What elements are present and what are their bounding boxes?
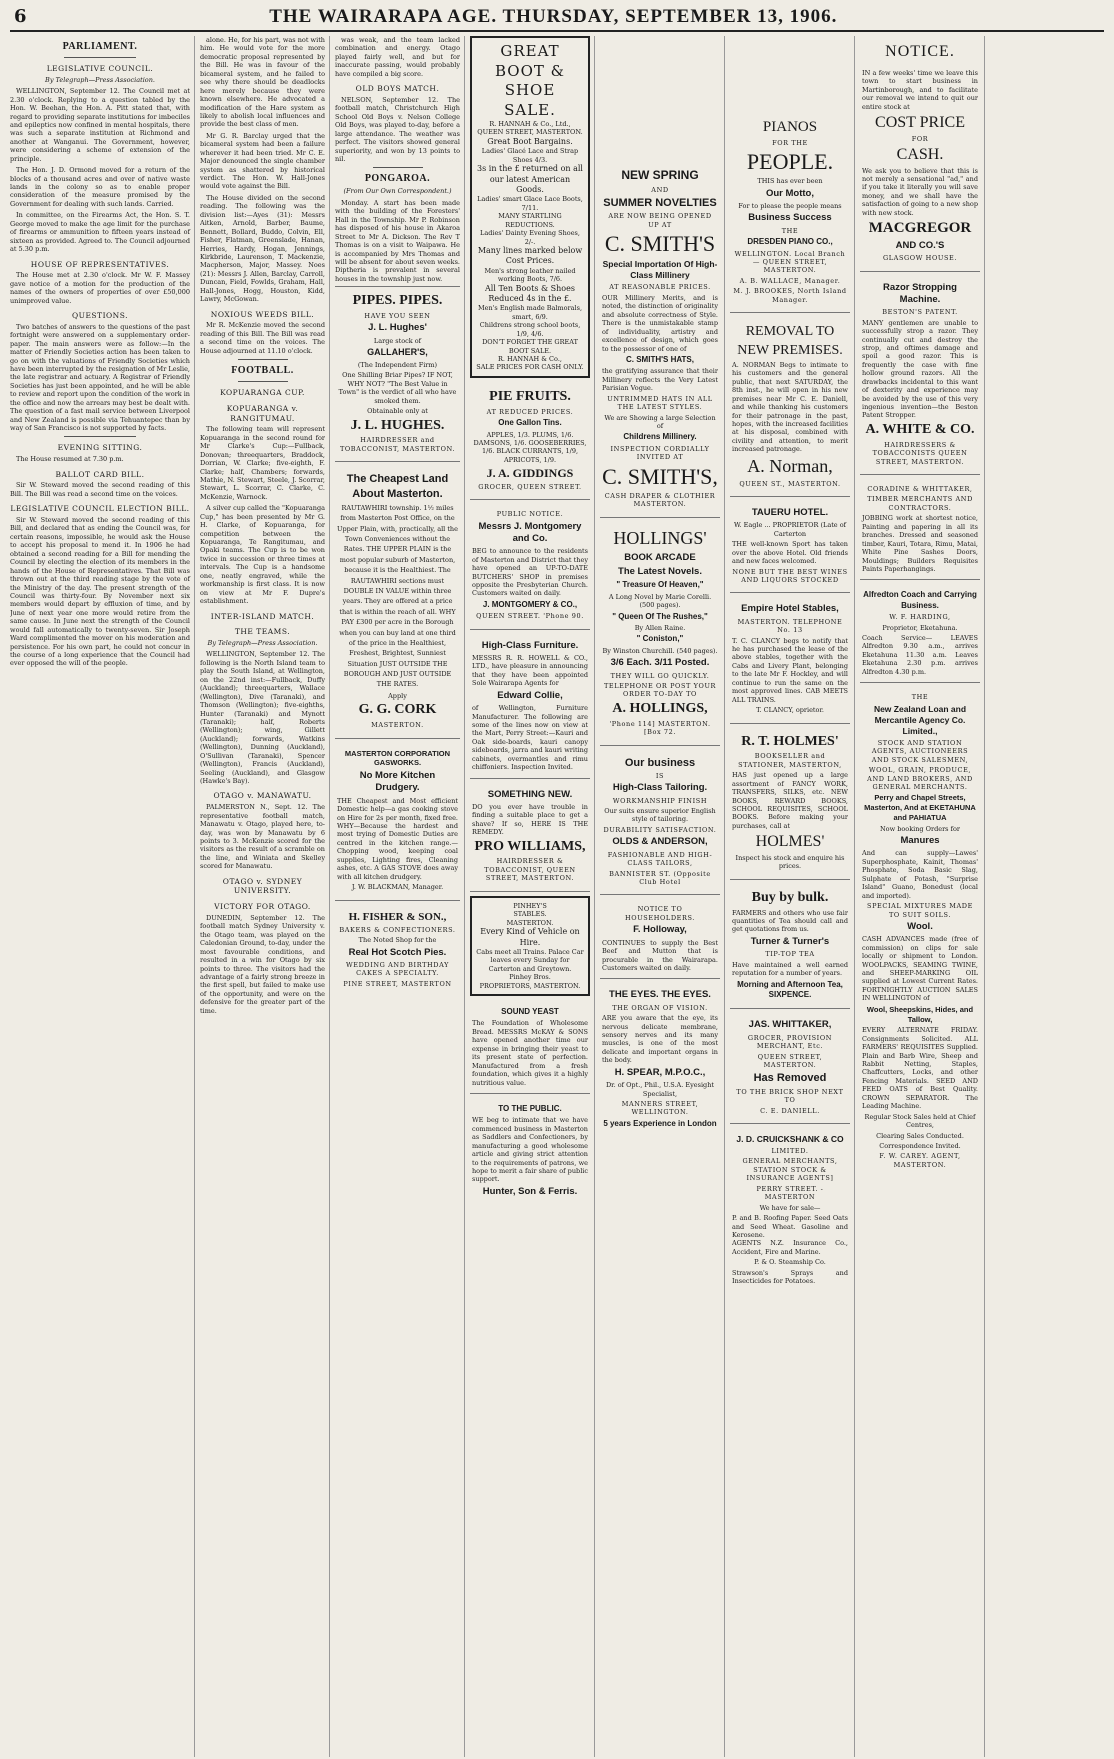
ad-boot-sale: GREAT BOOT & SHOE SALE. R. HANNAH & Co., Ltd., QUEEN STREET, MASTERTON. Great Boot Bargains. Ladies' Glacé Lace and Strap Shoes 4/3. 3s in the £ returned on all our latest American Goods. Ladies' smart Glace Lace Boots, 7/11. MANY STARTLING REDUCTIONS. Ladies' Dainty Evening Shoes, 2/-. Many lines marked below Cost Prices. Men's strong leather nailed working Boots, 7/6. All Ten Boots & Shoes Reduced 4s in the £. Men's English made Balmorals, smart, 6/9. Childrens strong school boots, 1/9, 4/6. DON'T FORGET THE GREAT BOOT SALE. R. HANNAH & Co., SALE PRICES FOR CASH ONLY. [470,36,590,378]
article-paragraph: A silver cup called the "Kopuaranga Cup," has been presented by Mr G. H. Clarke, of Kopuaranga, for competition between the Kopuaranga, Te Rangitumau, and Opaki teams. The Cup is to be won twice in succession or three times at intervals. The Cup is a handsome one, neatly engraved, while the workmanship is first class. It is now on view at Mr F. Dupre's establishment. [200,504,325,606]
ad-something-new: SOMETHING NEW. DO you ever have trouble in finding a suitable place to get a shave? If so, HERE IS THE REMEDY. PRO WILLIAMS, HAIRDRESSER & TOBACCONIST, QUEEN STREET, MASTERTON. [470,783,590,892]
ad-coradine: CORADINE & WHITTAKER, TIMBER MERCHANTS AND CONTRACTORS. JOBBING work at shortest notice, Painting and papering in all its branches. Dressed and seasoned timber, Kauri, Totara, Rimu, Matai, White Pine Sashes Doors, Mouldings; Builders Requisites Paints Paperhangings. [860,479,980,580]
article-paragraph: NELSON, September 12. The football match, Christchurch High School Old Boys v. Nelson College Old Boys, was played to-day, before a large attendance. The weather was perfect. The visitors showed general superiority, and won by 13 points to nil. [335,95,460,163]
byline: (From Our Own Correspondent.) [343,187,452,196]
column-parliament [10,36,195,1757]
ad-furniture: High-Class Furniture. MESSRS R. R. HOWELL & CO., LTD., have pleasure in announcing that they have been appointed Sole Wairarapa Agents for Edward Collie, of Wellington, Furniture Manufacturer. The following are some of the lines now on view at the Mart, Perry Street:—Kauri and Oak side-boards, kauri canopy sideboards, jarra and kauri writing cabinets, overmantles and rimu chiffoniers. Inspection Invited. [470,634,590,779]
ad-to-the-public: TO THE PUBLIC. WE beg to intimate that we have commenced business in Masterton as Saddlers and Confectioners, by manufacturing a good wholesome article and giving strict attention to the requirements of patrons, we hope to merit a fair share of public support. Hunter, Son & Ferris. [472,1103,588,1197]
ad-land: The Cheapest Land About Masterton. RAUTAWHIRI township. 1½ miles from Masterton Post Office, on the Upper Plain, with, practically, all the Town Conveniences without the Rates. THE UPPER PLAIN is the most popular suburb of Masterton, because it is the Healthiest. The RAUTAWHIRI sections must DOUBLE IN VALUE within three years. They are offered at a price that is within the reach of all. WHY PAY £300 per acre in the Borough when you can buy land at one third of the price in the Healthiest, Freshest, Brightest, Sunniest Situation JUST OUTSIDE THE BOROUGH AND JUST OUTSIDE THE RATES. Apply G. G. CORK MASTERTON. [335,466,460,738]
ad-fisher: H. FISHER & SON., BAKERS & CONFECTIONERS. The Noted Shop for the Real Hot Scotch Pies. WEDDING AND BIRTHDAY CAKES A SPECIALTY. PINE STREET, MASTERTON [339,910,456,988]
ad-cruickshank: J. D. CRUICKSHANK & CO LIMITED. GENERAL MERCHANTS, STATION STOCK & INSURANCE AGENTS] PERRY STREET. - MASTERTON We have for sale— P. and B. Roofing Paper. Seed Oats and Seed Wheat. Gasoline and Kerosene. AGENTS N.Z. Insurance Co., Accident, Fire and Marine. P. & O. Steamship Co. Strawson's Sprays and Insecticides for Potatoes. [732,1133,848,1286]
byline: By Telegraph—Press Association. [45,75,155,84]
article-paragraph: The House met at 2.30 o'clock. Mr W. F. Massey gave notice of a motion for the production of the names of the owners of properties of over £50,000 unimproved value. [10,271,190,305]
subheading: HOUSE OF REPRESENTATIVES. [30,259,170,269]
article-paragraph: The following team will represent Kopuaranga in the second round for Mr Clarke's Cup:—Fullback, Donovan; threequarters, Braddock, Dorrian, W. Clarke; five-eighth, F. Clarke; half, Chambers; forwards, Mathie, N. Stewart, Steele, J. Scorrar, Stewart, L. Scorrar, C. Clarke, C. McKenzie, Warnock. [200,425,325,501]
article-paragraph: The Hon. J. D. Ormond moved for a return of the blocks of a thousand acres and over of native waste lands in the colony so as to enable proper consideration of the measure promised by the Government for dealing with such lands. Carried. [10,166,190,208]
ad-pipes: PIPES. PIPES. HAVE YOU SEEN J. L. Hughes' Large stock of GALLAHER'S, (The Independent Firm) One Shilling Briar Pipes? IF NOT, WHY NOT? "The Best Value in Town" is the verdict of all who have smoked them. Obtainable only at J. L. HUGHES. HAIRDRESSER and TOBACCONIST, MASTERTON. [335,286,460,462]
page-number: 6 [14,6,27,27]
article-paragraph: alone. He, for his part, was not with him. He would vote for the more democratic proposal represented by the Bill. He was in favour of the bicameral system, and he failed to see why there should be deadlocks here merely because they were known elsewhere. He advocated a modification of the Hare system as likely to abolish local influences and provide the best class of men. [200,36,325,129]
subheading: OTAGO v. MANAWATU. [213,791,312,801]
subheading: NOXIOUS WEEDS BILL. [210,309,315,319]
article-paragraph: Sir W. Steward moved the second reading of this Bill, and declared that as ending the Council was, for certain reasons, impossible, he would ask the House to accept his proposal to mend it. In 1906 he had obtained a second reading for a Bill for mending the Council by electing the election of its members in the hands of the House of Representatives. That Bill was thrown out at the third reading stage by the vote of the Ministry of the day. The present strength of the Council was thirty-four. By November next six members would depart by effluxion of time, and by June of next year one more would retire from the same cause. In June next the strength of the Council would fall automatically to twenty-seven. Sir Joseph Ward complimented the mover on his moderation and persistence. For his own part, he could not concur in the course of a long experience that the Council had ever opposed the will of the people. [10,516,190,668]
ad-the-eyes: THE EYES. THE EYES. THE ORGAN OF VISION. ARE you aware that the eye, its nervous delicate membrane, sensory nerves and its many muscles, is one of the most delicate and important organs in the body. H. SPEAR, M.P.O.C., Dr. of Opt., Phil., U.S.A. Eyesight Specialist, MANNERS STREET, WELLINGTON. 5 years Experience in London [602,989,718,1128]
column-ads-3 [730,36,855,1757]
ad-hollings: HOLLINGS' BOOK ARCADE The Latest Novels. " Treasure Of Heaven," A Long Novel by Marie Corelli. (500 pages). " Queen Of The Rushes," By Allen Raine. " Coniston," By Winston Churchill. (540 pages). 3/6 Each. 3/11 Posted. THEY WILL GO QUICKLY. TELEPHONE OR POST YOUR ORDER TO-DAY TO A. HOLLINGS, 'Phone 114] MASTERTON. [Box 72. [600,522,720,746]
subheading: THE TEAMS. [234,627,291,637]
ad-empire-stables: Empire Hotel Stables, MASTERTON. TELEPHONE No. 13 T. C. CLANCY begs to notify that he has purchased the lease of the above stables, together with the Cabs and Livery Plant, belonging to the late Mr F. Hockley, and will continue to run the same on the most approved lines. CAB MEETS ALL TRAINS. T. CLANCY, oprietor. [730,597,850,723]
article-paragraph: Monday. A start has been made with the building of the Foresters' Hall in the Township. Mr P. Robinson has disposed of his house in Akaroa Street to Mr A. Dickson. The Rev T Thomas is on a visit to Waipawa. He is accompanied by Mrs Thomas and will be absent for about seven weeks. Diptheria is prevalent in several houses in the township just now. [335,198,460,283]
section-heading: FOOTBALL. [231,365,294,377]
article-paragraph: PALMERSTON N., Sept. 12. The representative football match, Manawatu v. Otago, played here, to-day, was won by Manawatu by 6 points to 3. McKenzie scored for the visitors as the result of a scramble on the line, and Winiata and Skelley scored for Manawatu. [200,803,325,871]
subheading: KOPUARANGA v. RANGITUMAU. [226,403,299,423]
subheading: LEGISLATIVE COUNCIL ELECTION BILL. [10,504,190,514]
subheading: KOPUARANGA CUP. [220,388,305,398]
column-news-ads [335,36,465,1757]
article-paragraph: Mr G. R. Barclay urged that the bicameral system had been a failure wherever it had been tried. Mr C. E. Major denounced the single chamber system as shattered by historical verdict. The Hon. W. Hall-Jones would vote against the Bill. [200,131,325,191]
columns [10,32,1104,1757]
ad-razor-strop: Razor Stropping Machine. BESTON'S PATENT. MANY gentlemen are unable to successfully strop a razor. They continually cut and destroy the strop, and oftimes damage and spoil a good razor. This is frequently the case with fine hollow ground razors. All the drawbacks incidental to this want of dexterity and experience may be avoided by the use of this very ingenious invention—the Beston Patent Stropper. A. WHITE & CO. HAIRDRESSERS & TOBACCONISTS QUEEN STREET, MASTERTON. [860,276,980,475]
ad-pinheys-stables: PINHEY'S STABLES. MASTERTON. Every Kind of Vehicle on Hire. Cabs meet all Trains. Palace Car leaves every Sunday for Carterton and Greytown. Pinhey Bros. PROPRIETORS, MASTERTON. [470,896,590,996]
newspaper-title: THE WAIRARAPA AGE. THURSDAY, SEPTEMBER 13, 1906. [269,6,838,27]
subheading: INTER-ISLAND MATCH. [210,611,315,621]
subheading: OLD BOYS MATCH. [355,84,440,94]
masthead [10,6,1104,32]
article-paragraph: In committee, on the Firearms Act, the Hon. S. T. George moved to make the age limit for the purchase of firearms or ammunition to fifteen years instead of sixteen as provided. Agreed to. The Council adjourned at 5.30 p.m. [10,211,190,254]
ad-taueru-hotel: TAUERU HOTEL. W. Eagle ... PROPRIETOR (Late of Carterton THE well-known Sport has taken over the above Hotel. Old friends and new faces welcomed. NONE BUT THE BEST WINES AND LIQUORS STOCKED [730,501,850,593]
subheading: QUESTIONS. [71,311,128,320]
ad-removal: REMOVAL TO NEW PREMISES. A. NORMAN Begs to intimate to his customers and the general public, that next SATURDAY, the 8th inst., he will open in his new premises near Mr C. E. Daniell, and while thanking his customers for their patronage in the past, hopes, with the increased facilities at his disposal, combined with civility and attention, to merit increased patronage. A. Norman, QUEEN ST., MASTERTON. [730,317,850,497]
article-paragraph: The House divided on the second reading. The following was the division list:—Ayes (31): Messrs Aitken, Arnold, Barber, Baume, Bennett, Bollard, Buddo, Colvin, Ell, Fisher, Flatman, Greenslade, Hanan, Herries, Hardy, Hogan, Jennings, Kirkbride, Laurenson, T. Mackenzie, Macpherson, Major, Massey. Noes (21): Messrs J. Allen, Barclay, Carroll, Duncan, Field, Fowlds, Graham, Hall, Hall-Jones, Hogg, Houston, Kidd, Lawry, McGowan. [200,193,325,304]
column-ads-4 [860,36,985,1757]
ad-holloway: NOTICE TO HOUSEHOLDERS. F. Holloway, CONTINUES to supply the Best Beef and Mutton that is procurable in the Wairarapa. Customers waited on daily. [600,899,720,979]
article-paragraph: Two batches of answers to the questions of the past fortnight were answered on a supplementary order-paper. The main answers were as follow:—In the matter of Friendly Societies action has been taken to go on with the valuations of Friendly Societies which have been interrupted by the resignation of Mr Leslie, the late registrar and actuary. A Registrar of Friendly Societies has just been appointed, and he will be able to review and report upon the condition of the work in the office and now the arrears may best be dealt with. The question of a fast mail service between Liverpool and New Zealand is possible via Tehuantepec than by way of San Francisco is not supported by facts. [10,322,190,432]
subheading: EVENING SITTING. [57,443,143,453]
column-news [200,36,330,1757]
column-ads-2 [600,36,725,1757]
article-paragraph: DUNEDIN, September 12. The football match Sydney University v. the Otago team, was played on the Caledonian Ground, to-day, under the most favourable conditions, and resulted in a win for Otago by six points to three. The visitors had the advantage of a fairly strong breeze in the first spell, but failed to make use of the opportunity, and were on the defensive for the greater part of the time. [200,913,325,1015]
article-paragraph: Mr R. McKenzie moved the second reading of this Bill. The Bill was read a second time on the voices. The House adjourned at 11.10 o'clock. [200,321,325,355]
ad-gasworks: MASTERTON CORPORATION GASWORKS. No More Kitchen Drudgery. THE Cheapest and Most efficient Domestic help—a gas cooking stove on Hire for 2s per month, fixed free. WHY—Because the hardest and most trying of Domestic Duties are centred in the kitchen range.—Chopping wood, keeping coal supplies, Lighting fires, Cleaning ashes, etc. A GAS STOVE does away with all kitchen drudgery. J. W. BLACKMAN, Manager. [335,743,460,901]
ad-tailoring: Our business IS High-Class Tailoring. WORKMANSHIP FINISH Our suits ensure superior English style of tailoring. DURABILITY SATISFACTION. OLDS & ANDERSON, FASHIONABLE AND HIGH-CLASS TAILORS, BANNISTER ST. (Opposite Club Hotel [600,750,720,896]
article-paragraph: WELLINGTON, September 12. The following is the North Island team to play the South Island, at Wellington, on the 22nd inst:—Fullback, Duffy (Auckland); threequarters, Wallace (Wellington), Dive (Taranaki), and Thomson (Wellington); five-eighths, Hunter (Taranaki) and Mynott (Taranaki); half, Roberts (Wellington); wing, Gillett (Auckland); forwards, Watkins (Wellington), Dunning (Auckland), O'Sullivan (Taranaki), Spencer (Wellington), Francis (Auckland), Seeling (Auckland), and Glasgow (Hawke's Bay). [200,650,325,785]
ad-notice: NOTICE. IN a few weeks' time we leave this town to start business in Martinborough, and to facilitate our removal we intend to quit our entire stock at COST PRICE FOR CASH. We ask you to believe that this is not merely a sensational "ad," and if you take it literally you will save money, and we shall have the satisfaction of going to a new shop with new stock. MACGREGOR AND CO.'S GLASGOW HOUSE. [860,36,980,272]
ad-buy-by-bulk: Buy by bulk. FARMERS and others who use fair quantities of Tea should call and get quotations from us. Turner & Turner's TIP-TOP TEA Have maintained a well earned reputation for a number of years. Morning and Afternoon Tea, SIXPENCE. [730,884,850,1010]
article-paragraph: was weak, and the team lacked combination and energy. Otago played fairly well, and but for inaccurate passing, would probably have compiled a big score. [335,36,460,78]
ad-nz-loan: THE New Zealand Loan and Mercantile Agency Co. Limited., STOCK AND STATION AGENTS, AUCTIONEERS AND STOCK SALESMEN, WOOL, GRAIN, PRODUCE, AND LAND BROKERS, AND GENERAL MERCHANTS. Perry and Chapel Streets, Masterton, And at EKETAHUNA and PAHIATUA Now booking Orders for Manures And can supply—Lawes' Superphosphate, Kainit, Thomas' Phosphate, Soda Basic Slag, Sulphate of Potash, "Surprise Island" Guano, Bonedust (local and imported). SPECIAL MIXTURES MADE TO SUIT SOILS. Wool. CASH ADVANCES made (free of commission) on clips for sale locally or shipment to London. WOOLPACKS, SEAMING TWINE, and SHEEP-MARKING OIL supplied at Lowest Current Rates. FORTNIGHTLY AUCTION SALES IN WELLINGTON of Wool, Sheepskins, Hides, and Tallow, EVERY ALTERNATE FRIDAY. Consignments Solicited. ALL FARMERS' REQUISITES Supplied. Plain and Barb Wire, Sheep and Rabbit Netting, Staples, Chaffcutters, Locks, and other Fencing Materials. SEED AND FEED OATS of Best Quality. CROWN SEPARATOR. The Leading Machine. Regular Stock Sales held at Chief Centres, Clearing Sales Conducted. Correspondence Invited. F. W. CAREY. AGENT, MASTERTON. [862,693,978,1169]
ad-pianos: PIANOS FOR THE PEOPLE. THIS has ever been Our Motto, For to please the people means Business Success THE DRESDEN PIANO CO., WELLINGTON. Local Branch— QUEEN STREET, MASTERTON. A. B. WALLACE, Manager. M. J. BROOKES, North Island Manager. [730,36,850,313]
ad-public-notice: PUBLIC NOTICE. Messrs J. Montgomery and Co. BEG to announce to the residents of Masterton and District that they have opened an UP-TO-DATE BUTCHERS' SHOP in premises opposite the Presbyterian Church. Customers waited on daily. J. MONTGOMERY & CO., QUEEN STREET. 'Phone 90. [470,504,590,630]
ad-whittaker: JAS. WHITTAKER, GROCER, PROVISION MERCHANT, Etc. QUEEN STREET, MASTERTON. Has Removed TO THE BRICK SHOP NEXT TO C. E. DANIELL. [730,1013,850,1124]
section-heading: PARLIAMENT. [62,41,138,52]
ad-pie-fruits: PIE FRUITS. AT REDUCED PRICES. One Gallon Tins. APPLES, 1/3. PLUMS, 1/6. DAMSONS, 1/6. GOOSEBERRIES, 1/6. BLACK CURRANTS, 1/9, APRICOTS, 1/9. J. A. GIDDINGS GROCER, QUEEN STREET. [470,383,590,500]
section-heading: PONGAROA. [364,173,431,185]
subheading: BALLOT CARD BILL. [55,469,145,479]
article-paragraph: Sir W. Steward moved the second reading of this Bill. The Bill was read a second time on the voices. [10,481,190,498]
subheading: LEGISLATIVE COUNCIL. [46,64,154,73]
article-paragraph: WELLINGTON, September 12. The Council met at 2.30 o'clock. Replying to a question tabled by the Hon. W. Beehan, the Hon. A. Pitt stated that, with regard to providing separate institutions for imbeciles and epileptics now confined in mental hospitals, there was such a separate institution at Richmond and another at Wanganui. The Government, however, were considering a scheme of extension of the principle. [10,87,190,163]
article-paragraph: The House resumed at 7.30 p.m. [16,455,124,464]
byline: By Telegraph—Press Association. [207,639,318,647]
ad-sound-yeast: SOUND YEAST The Foundation of Wholesome Bread. MESSRS McKAY & SONS have opened another time our expense in bringing their yeast to its present state of perfection. Manufactured from a fresh foundation, which gives it a highly nutritious value. [470,1001,590,1094]
ad-rt-holmes: R. T. HOLMES' BOOKSELLER and STATIONER, MASTERTON, HAS just opened up a large assortment of FANCY WORK, TRANSFERS, SILKS, etc. NEW BOOKS, REWARD BOOKS, SCHOOL REQUISITES, SCHOOL BOOKS. Before making your purchases, call at HOLMES' Inspect his stock and enquire his prices. [730,728,850,880]
column-ads-1 [470,36,595,1757]
subheading: OTAGO v. SYDNEY UNIVERSITY. [222,876,303,896]
subheading: VICTORY FOR OTAGO. [214,902,311,912]
ad-new-spring: NEW SPRING AND SUMMER NOVELTIES ARE NOW BEING OPENED UP AT C. SMITH'S Special Importation Of High-Class Millinery AT REASONABLE PRICES. OUR Millinery Merits, and is noted, the distinction of originality and absolute correctness of Style. There is the unmistakable stamp of individuality, artistry and excellence of design, which goes to the possessor of one of C. SMITH'S HATS, the gratifying assurance that their Millinery reflects the Very Latest Parisian Vogue. UNTRIMMED HATS IN ALL THE LATEST STYLES. We are Showing a large Selection of Childrens Millinery. INSPECTION CORDIALLY INVITED AT C. SMITH'S, CASH DRAPER & CLOTHIER MASTERTON. [600,36,720,518]
ad-alfredton-coach: Alfredton Coach and Carrying Business. W. F. HARDING, Proprietor, Eketahuna. Coach Service— LEAVES Alfredton 9.30 a.m., arrives Eketahuna 11.30 a.m. Leaves Eketahuna 2.30 p.m. arrives Alfredton 4.30 p.m. [860,584,980,683]
